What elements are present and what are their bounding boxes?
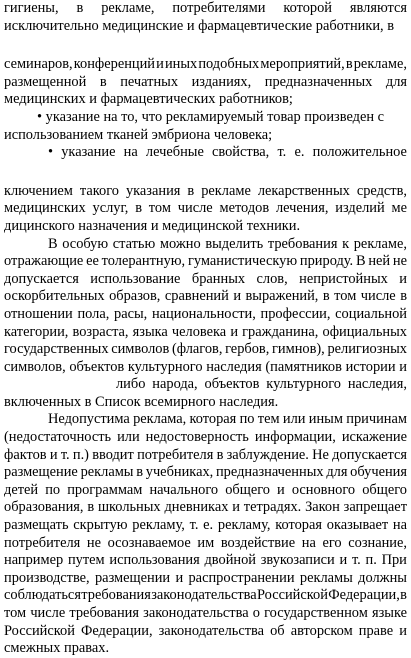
word: тетрадях.	[243, 499, 302, 516]
word: образов,	[109, 288, 161, 305]
word: можно	[159, 235, 201, 252]
word: в	[135, 200, 142, 217]
word: рекламе	[201, 182, 251, 199]
word: рекламу,	[217, 517, 271, 534]
word: культурного	[127, 358, 203, 375]
text-line: исключительно медицинские и фармацевтические работники, в	[4, 17, 395, 34]
word: рекламе,	[101, 0, 155, 16]
word: Российской	[4, 622, 75, 639]
word: размещение	[4, 464, 78, 481]
text-line	[4, 341, 407, 359]
word: им	[197, 534, 215, 551]
word: категории,	[4, 323, 69, 340]
word: наследия	[206, 358, 262, 375]
word: информации,	[254, 429, 336, 446]
word: п.	[365, 552, 377, 569]
word: природу.	[299, 253, 354, 270]
text-line	[4, 570, 407, 588]
text-line	[4, 517, 407, 535]
word: пола,	[77, 305, 110, 322]
word: и	[277, 481, 285, 498]
text-line	[4, 183, 407, 201]
word: средств,	[356, 182, 407, 199]
word: законодательства	[143, 605, 249, 621]
text-line	[4, 464, 407, 482]
word: и	[399, 270, 407, 287]
word: ней	[368, 253, 391, 270]
word: При	[381, 552, 407, 569]
text-line	[4, 605, 407, 623]
word: размещать	[4, 517, 69, 534]
word: оскорбительных	[4, 288, 105, 305]
word: числе	[360, 288, 396, 305]
word: которая	[189, 411, 237, 428]
word: соблюдаться	[4, 587, 81, 604]
word: и	[230, 323, 239, 340]
word: запрещает	[343, 499, 407, 516]
word: гербов,	[225, 341, 270, 358]
word: лекарственных	[257, 182, 350, 199]
word: учебниках,	[145, 464, 214, 481]
word: положительное	[312, 144, 407, 161]
word: иным	[308, 411, 343, 428]
word: государственных	[4, 341, 109, 358]
word: образования,	[4, 499, 84, 516]
word: государственном	[264, 605, 368, 621]
word: т.	[60, 446, 70, 463]
word: в	[187, 182, 195, 199]
word: или	[117, 429, 140, 446]
word: потребителя	[137, 446, 214, 463]
word: в	[322, 288, 330, 305]
word: и	[232, 499, 240, 516]
word: гражданина,	[242, 323, 319, 340]
word: праве	[358, 622, 394, 639]
word: и	[156, 56, 164, 73]
word: том	[334, 288, 357, 305]
word: гимнов),	[271, 341, 325, 358]
word: путем	[67, 552, 105, 569]
word: Российской	[257, 587, 328, 604]
word: либо	[116, 376, 146, 393]
word: основного	[291, 481, 356, 498]
text-line	[4, 200, 407, 218]
word: об	[270, 622, 285, 639]
word: отношении	[4, 305, 73, 322]
spacer	[4, 162, 407, 183]
word: лечения,	[275, 200, 329, 217]
word: на	[392, 517, 407, 534]
word: семинаров,	[4, 56, 73, 73]
word: услуг,	[92, 200, 129, 217]
word: выделить	[205, 235, 264, 252]
word: слов,	[256, 270, 288, 287]
bullet-item	[4, 144, 407, 162]
word: и	[175, 569, 184, 586]
word: Федерации,	[328, 587, 400, 604]
word: возраста,	[72, 323, 129, 340]
word: языка	[132, 323, 168, 340]
text-line	[4, 306, 407, 324]
text-line	[4, 447, 407, 465]
word: программам	[67, 481, 143, 498]
text-block-2	[4, 56, 407, 109]
word: и	[399, 622, 407, 639]
word: на	[301, 534, 316, 551]
word: в	[216, 446, 224, 463]
word: обучения	[350, 464, 407, 481]
word: методов	[219, 200, 270, 217]
word: в	[400, 587, 407, 604]
word: свойства,	[212, 144, 270, 161]
word: Федерации,	[80, 622, 153, 639]
word: в	[136, 464, 144, 481]
paragraph-1	[4, 236, 407, 412]
word: недостоверность	[145, 429, 249, 446]
word: конференций	[73, 56, 156, 73]
word: п.)	[72, 446, 89, 463]
word: истории	[345, 358, 396, 375]
word: е.	[203, 517, 214, 534]
word: том	[4, 605, 27, 621]
word: рекламу,	[132, 517, 185, 534]
word: искажение	[341, 429, 407, 446]
word: авторском	[290, 622, 353, 639]
word: медицинских	[4, 200, 86, 217]
text-line	[4, 0, 407, 18]
text-line	[4, 376, 407, 394]
word: символов,	[4, 358, 66, 375]
word: культурного	[266, 376, 341, 393]
word: подобных	[198, 56, 260, 73]
word: общего	[225, 481, 270, 498]
text-line	[4, 429, 407, 447]
word: наследия,	[347, 376, 407, 393]
word: которая	[275, 517, 323, 534]
word: изданиях,	[191, 73, 252, 90]
word: рекламе,	[353, 56, 407, 73]
word: печатных	[120, 73, 179, 90]
word: потребителя	[4, 534, 81, 551]
word: реклама,	[133, 411, 187, 428]
word: по	[45, 481, 61, 498]
word: предназначенных	[264, 73, 373, 90]
text-line	[4, 359, 407, 377]
text-line: дицинского назначения и медицинской техники.	[4, 217, 301, 234]
word: которой	[283, 0, 332, 16]
word: звукозаписи	[260, 552, 335, 569]
word: его	[322, 534, 342, 551]
word: фактов	[4, 446, 47, 463]
word: изделий	[335, 200, 385, 217]
word: в	[76, 0, 84, 16]
word: детей	[4, 481, 39, 498]
word: к	[342, 235, 350, 252]
word: не	[86, 534, 101, 551]
word: (флагов,	[171, 341, 223, 358]
word: человека	[171, 323, 227, 340]
word: Закон	[305, 499, 340, 516]
word: иных	[164, 56, 198, 73]
word: начального	[149, 481, 219, 498]
word: использование	[90, 270, 181, 287]
word: объектов	[204, 376, 260, 393]
word: не	[392, 253, 407, 270]
word: ее	[86, 253, 99, 270]
word: гуманистическую	[187, 253, 298, 270]
text-block-1	[4, 0, 407, 35]
word: о	[252, 605, 260, 621]
word: народа,	[152, 376, 198, 393]
word: указание	[61, 144, 116, 161]
word: языке	[372, 605, 407, 621]
word: профессии,	[260, 305, 331, 322]
word: национальности,	[151, 305, 256, 322]
word: размещенной	[4, 73, 87, 90]
word: мероприятий,	[260, 56, 345, 73]
word: являются	[349, 0, 407, 16]
text-line	[4, 56, 407, 74]
word: в	[87, 499, 95, 516]
word: двойной	[204, 552, 256, 569]
word: т.	[351, 552, 361, 569]
word: например	[4, 552, 64, 569]
spacer	[4, 35, 407, 56]
word: непристойных	[299, 270, 388, 287]
word: и	[49, 446, 58, 463]
text-line: включенных в Список всемирного наследия.	[4, 393, 279, 410]
text-line: медицинских и фармацевтических работников;	[4, 91, 293, 108]
text-line	[4, 271, 407, 289]
text-line	[4, 236, 407, 254]
word: толерантную,	[101, 253, 186, 270]
word: гигиены,	[4, 0, 59, 16]
word: законодательства	[158, 622, 265, 639]
text-line	[4, 535, 407, 553]
word: оказывает	[326, 517, 389, 534]
word: официальных	[322, 323, 407, 340]
word: Недопустима	[48, 411, 130, 428]
word: символов	[111, 341, 170, 358]
word: такого	[79, 182, 119, 199]
word: е.	[294, 144, 305, 161]
word: использования	[109, 552, 200, 569]
word: воздействие	[220, 534, 296, 551]
word: причинам	[346, 411, 407, 428]
word: В	[355, 253, 366, 270]
word: статью	[112, 235, 156, 252]
word: школьных	[97, 499, 161, 516]
text-line	[4, 411, 407, 429]
word: В	[48, 235, 58, 252]
text-line	[4, 253, 407, 271]
bullet-list	[4, 109, 407, 162]
word: особую	[62, 235, 109, 252]
word: требования	[267, 235, 338, 252]
text-line: смежных правах.	[4, 640, 110, 657]
word: требования	[81, 587, 151, 604]
text-line	[4, 623, 407, 641]
text-line	[4, 482, 407, 500]
word: осознаваемое	[107, 534, 191, 551]
word: или	[282, 411, 306, 428]
word: в	[400, 288, 407, 305]
word: производстве,	[4, 569, 90, 586]
word: по	[239, 411, 255, 428]
word: распространении	[188, 569, 295, 586]
word: требования	[69, 605, 139, 621]
word: сравнений	[164, 288, 229, 305]
word: скрытую	[73, 517, 128, 534]
word: в	[345, 56, 353, 73]
word: отражающие	[4, 253, 84, 270]
word: расы,	[114, 305, 148, 322]
word: должны	[358, 569, 407, 586]
word: допускается	[332, 446, 407, 463]
word: для	[326, 464, 348, 481]
text-line: использованием тканей эмбриона человека;	[4, 126, 273, 143]
word: бранных	[191, 270, 246, 287]
text-line	[4, 324, 407, 342]
text-line	[4, 552, 407, 570]
word: допускается	[4, 270, 79, 287]
word: числе	[177, 200, 213, 217]
word: предназначенных	[215, 464, 324, 481]
word: выражений,	[245, 288, 319, 305]
word: законодательства	[151, 587, 257, 604]
word: в	[99, 73, 107, 90]
word: социальной	[335, 305, 407, 322]
text-block-3	[4, 183, 407, 236]
word: вводит	[92, 446, 134, 463]
word: том	[148, 200, 171, 217]
word: дневниках	[164, 499, 229, 516]
word: религиозных	[327, 341, 407, 358]
word: для	[385, 73, 407, 90]
word: и	[399, 358, 407, 375]
word: общего	[362, 481, 407, 498]
word: ключением	[4, 182, 73, 199]
word: т.	[189, 517, 199, 534]
word: потребителями	[172, 0, 266, 16]
word: заблуждение.	[226, 446, 309, 463]
text-line	[4, 288, 407, 306]
word: т.	[277, 144, 287, 161]
word: •	[48, 144, 54, 161]
text-line	[4, 499, 407, 517]
word: указания	[125, 182, 181, 199]
word: объектов	[69, 358, 125, 375]
word: рекламе,	[353, 235, 407, 252]
word: ме	[391, 200, 407, 217]
word: сознание,	[348, 534, 407, 551]
word: и	[233, 288, 242, 305]
word: числе	[30, 605, 66, 621]
word: рекламы	[299, 569, 353, 586]
text-line	[4, 74, 407, 92]
word: Не	[312, 446, 329, 463]
bullet-item: • указание на то, что рекламируемый товар произведен с	[37, 108, 385, 125]
word: (памятников	[265, 358, 342, 375]
word: размещении	[94, 569, 171, 586]
word: (недостаточность	[4, 429, 112, 446]
word: рекламы	[80, 464, 134, 481]
text-line	[4, 587, 407, 605]
word: лечебные	[145, 144, 204, 161]
word: тем	[257, 411, 280, 428]
word: на	[123, 144, 138, 161]
word: и	[339, 552, 348, 569]
